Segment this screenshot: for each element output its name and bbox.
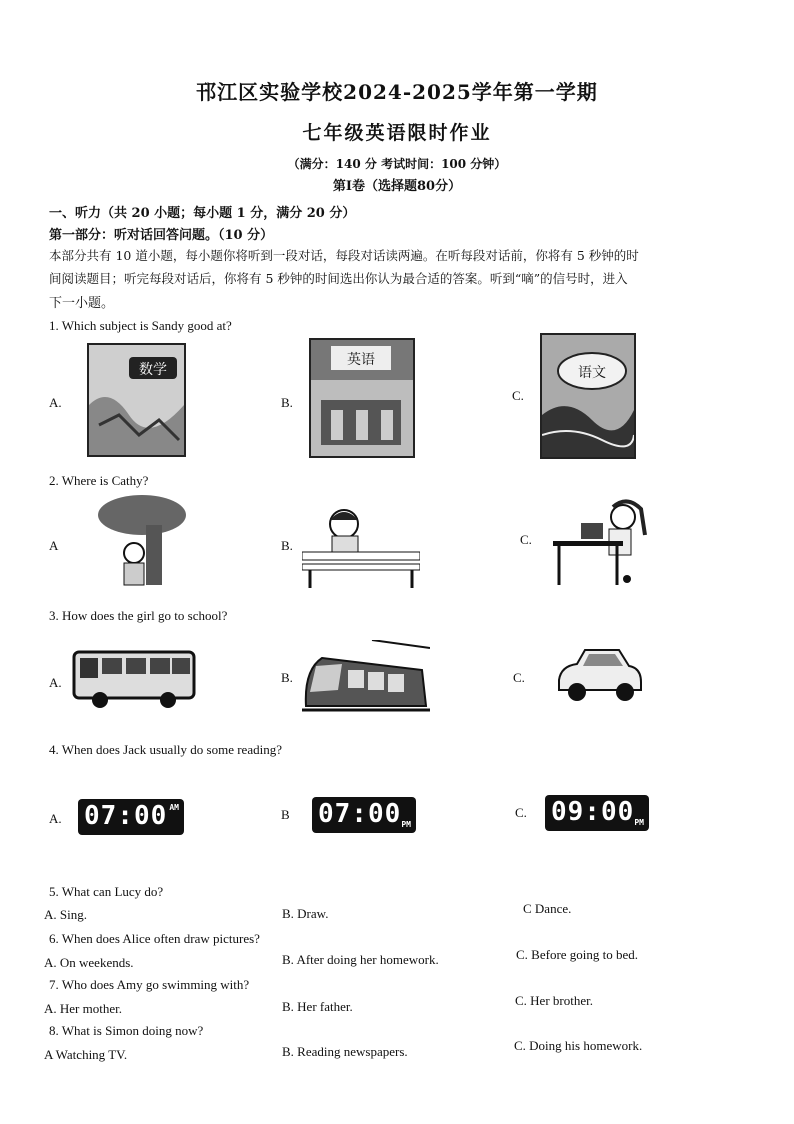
section-heading: 一、听力（共 20 小题；每小题 1 分，满分 20 分） bbox=[49, 206, 356, 221]
clock-b-digits: 07:00 bbox=[318, 799, 402, 829]
q7-option-b: B. Her father. bbox=[282, 999, 353, 1014]
q4-option-a-label: A. bbox=[49, 811, 62, 826]
question-3: 3. How does the girl go to school? bbox=[49, 608, 228, 623]
question-5: 5. What can Lucy do? bbox=[49, 884, 164, 899]
q4-option-c-label: C. bbox=[515, 805, 527, 820]
girl-at-desk-image bbox=[553, 495, 653, 587]
q1-option-c-label: C. bbox=[512, 388, 524, 403]
english-book-label: 英语 bbox=[347, 352, 375, 368]
q7-option-c: C. Her brother. bbox=[515, 993, 593, 1008]
question-2: 2. Where is Cathy? bbox=[49, 473, 149, 488]
question-4: 4. When does Jack usually do some reading? bbox=[49, 742, 282, 757]
math-book-image bbox=[87, 343, 186, 457]
instruction-line-2: 间阅读题目；听完每段对话后，你将有 5 秒钟的时间选出你认为最合适的答案。听到“嘀”的信号时，进入 bbox=[49, 271, 628, 286]
clock-c-digits: 09:00 bbox=[551, 797, 635, 827]
clock-b-pm: PM bbox=[401, 820, 411, 829]
q3-option-a-label: A. bbox=[49, 675, 62, 690]
q2-option-b-label: B. bbox=[281, 538, 293, 553]
q5-option-a: A. Sing. bbox=[44, 907, 87, 922]
question-7: 7. Who does Amy go swimming with? bbox=[49, 977, 250, 992]
q7-option-a: A. Her mother. bbox=[44, 1001, 122, 1016]
q6-option-b: B. After doing her homework. bbox=[282, 952, 439, 967]
tram-image bbox=[302, 640, 430, 716]
q6-option-c: C. Before going to bed. bbox=[516, 947, 639, 962]
instruction-line-1: 本部分共有 10 道小题，每小题你将听到一段对话，每段对话读两遍。在听每段对话前，你将有 5 秒钟的时 bbox=[49, 248, 639, 263]
volume-heading: 第Ⅰ卷（选择题80分） bbox=[332, 179, 462, 194]
score-time-line: （满分：140 分 考试时间：100 分钟） bbox=[287, 157, 507, 171]
math-book-label: 数学 bbox=[139, 362, 167, 378]
part-heading: 第一部分：听对话回答问题。（10 分） bbox=[49, 228, 274, 243]
q6-option-a: A. On weekends. bbox=[44, 955, 134, 970]
q4-option-b-label: B bbox=[281, 807, 290, 822]
chinese-book-image bbox=[540, 333, 636, 459]
q5-option-c: C Dance. bbox=[523, 901, 572, 916]
q3-option-b-label: B. bbox=[281, 670, 293, 685]
q2-option-c-label: C. bbox=[520, 532, 532, 547]
q5-option-b: B. Draw. bbox=[282, 906, 329, 921]
question-8: 8. What is Simon doing now? bbox=[49, 1023, 204, 1038]
q3-option-c-label: C. bbox=[513, 670, 525, 685]
girl-on-bench-image bbox=[302, 500, 420, 588]
clock-0900-pm bbox=[545, 795, 649, 831]
clock-0700-am bbox=[78, 799, 184, 835]
q2-option-a-label: A bbox=[49, 538, 59, 553]
q8-option-a: A Watching TV. bbox=[44, 1047, 128, 1062]
question-1: 1. Which subject is Sandy good at? bbox=[49, 318, 232, 333]
car-image bbox=[553, 640, 643, 708]
school-term-title: 邗江区实验学校2024-2025学年第一学期 bbox=[196, 80, 598, 104]
q8-option-c: C. Doing his homework. bbox=[514, 1038, 643, 1053]
girl-under-tree-image bbox=[96, 495, 188, 587]
q1-option-a-label: A. bbox=[49, 395, 62, 410]
english-book-image bbox=[309, 338, 415, 458]
clock-c-pm: PM bbox=[634, 818, 644, 827]
q1-option-b-label: B. bbox=[281, 395, 293, 410]
question-6: 6. When does Alice often draw pictures? bbox=[49, 931, 260, 946]
q8-option-b: B. Reading newspapers. bbox=[282, 1044, 408, 1059]
clock-0700-pm bbox=[312, 797, 416, 833]
instruction-line-3: 下一小题。 bbox=[49, 296, 115, 311]
chinese-book-label: 语文 bbox=[578, 365, 606, 381]
clock-a-am: AM bbox=[169, 803, 179, 812]
exam-title: 七年级英语限时作业 bbox=[302, 122, 492, 144]
clock-a-digits: 07:00 bbox=[84, 801, 168, 831]
bus-image bbox=[72, 648, 196, 710]
